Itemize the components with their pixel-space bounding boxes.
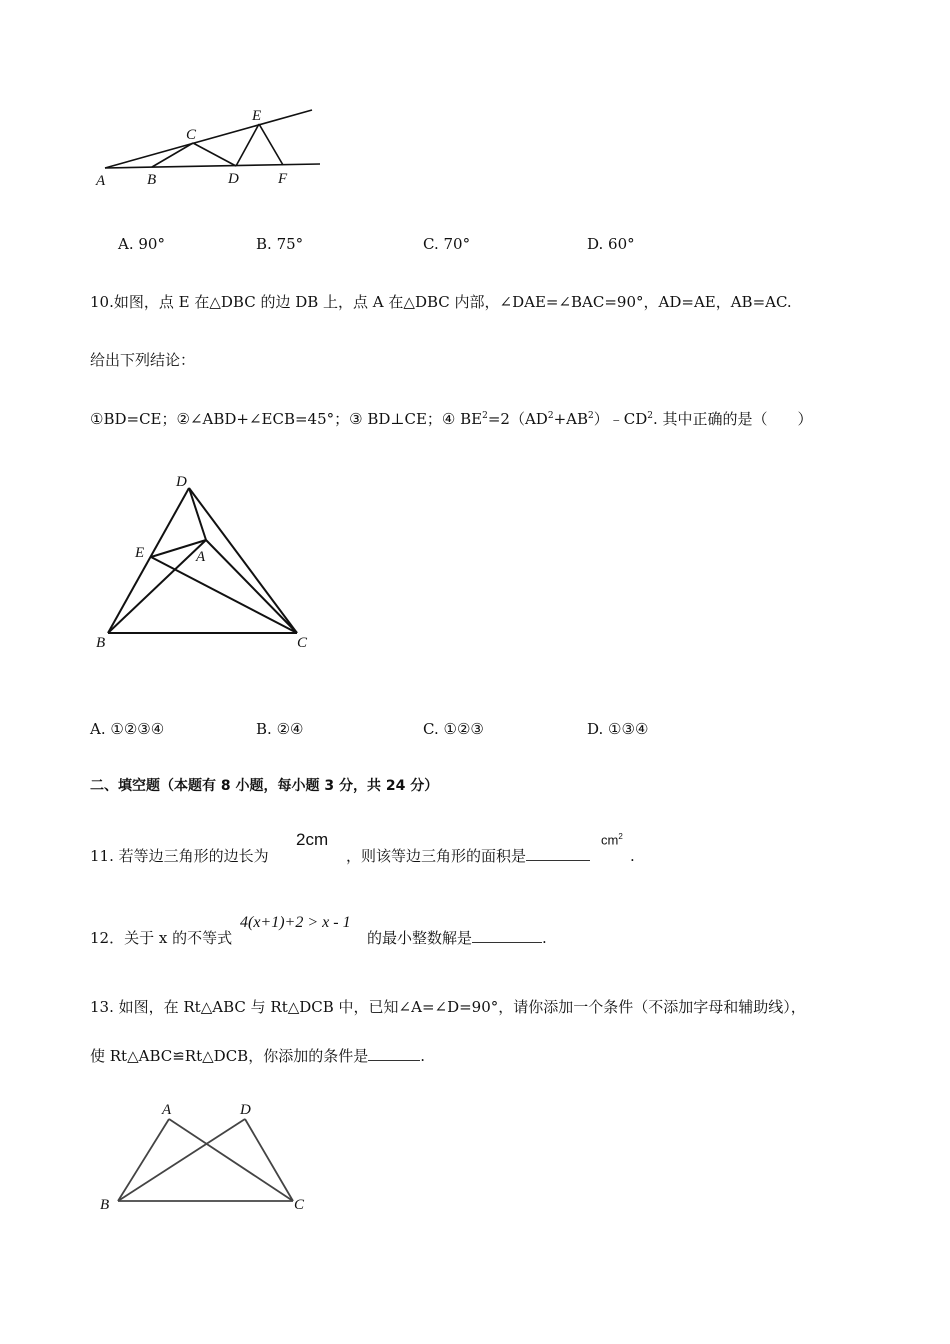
section-heading: 二、填空题（本题有 8 小题，每小题 3 分，共 24 分） xyxy=(90,778,439,794)
figure-q10 xyxy=(90,465,330,660)
label-b: B xyxy=(100,1197,110,1213)
label-c: C xyxy=(294,1197,305,1213)
label-b: B xyxy=(96,635,106,651)
figure-q9 xyxy=(90,100,340,195)
q12-prefix: 12．关于 x 的不等式 xyxy=(90,929,233,947)
label-d: D xyxy=(228,171,239,187)
label-d: D xyxy=(240,1102,251,1118)
figure-q13 xyxy=(90,1095,330,1225)
q10-option-a[interactable]: A. ①②③④ xyxy=(90,720,165,738)
q10-option-b[interactable]: B. ②④ xyxy=(256,720,304,738)
label-a: A xyxy=(162,1102,172,1118)
q12-suffix: 的最小整数解是 . xyxy=(367,929,547,947)
q9-option-c[interactable]: C. 70° xyxy=(423,235,471,253)
q11-unit: $cm^2$ xyxy=(601,832,623,848)
q10-stem: 10.如图，点 E 在△DBC 的边 DB 上，点 A 在△DBC 内部，∠DAE=∠BAC=90°，AD=AE，AB=AC. xyxy=(90,293,792,311)
label-c: C xyxy=(186,127,197,143)
q11-length: 2cm xyxy=(296,830,329,849)
q11-middle: ，则该等边三角形的面积是 xyxy=(346,846,590,866)
q9-option-b[interactable]: B. 75° xyxy=(256,235,304,253)
q11: 11. 若等边三角形的边长为 xyxy=(90,847,269,865)
label-f: F xyxy=(278,171,288,187)
q10-option-d[interactable]: D. ①③④ xyxy=(587,720,649,738)
label-d: D xyxy=(176,474,187,490)
q9-option-d[interactable]: D. 60° xyxy=(587,235,635,253)
q10-option-c[interactable]: C. ①②③ xyxy=(423,720,484,738)
q13-answer-blank[interactable] xyxy=(368,1046,420,1061)
q13-question: 使 Rt△ABC≌Rt△DCB，你添加的条件是 . xyxy=(90,1047,425,1065)
q11-answer-blank[interactable] xyxy=(526,846,590,861)
label-e: E xyxy=(135,545,145,561)
q11-end: . xyxy=(630,847,635,865)
label-e: E xyxy=(252,108,262,124)
q13-stem: 13. 如图，在 Rt△ABC 与 Rt△DCB 中，已知∠A=∠D=90°，请你添加一个条件（不添加字母和辅助线）， xyxy=(90,998,806,1016)
label-a: A xyxy=(96,173,106,189)
q12-answer-blank[interactable] xyxy=(472,928,542,943)
label-a: A xyxy=(196,549,206,565)
label-b: B xyxy=(147,172,157,188)
q10-conclusions: ①BD=CE；②∠ABD+∠ECB=45°；③ BD⊥CE；④ $BE^2=2(AD^2+AB^2)﹣CD^2$. 其中正确的是（ ） xyxy=(90,410,813,428)
q9-option-a[interactable]: A. 90° xyxy=(118,235,165,253)
label-c: C xyxy=(297,635,308,651)
q12-inequality: 4(x+1)+2 > x - 1 xyxy=(240,914,351,931)
q10-intro: 给出下列结论： xyxy=(90,351,196,369)
